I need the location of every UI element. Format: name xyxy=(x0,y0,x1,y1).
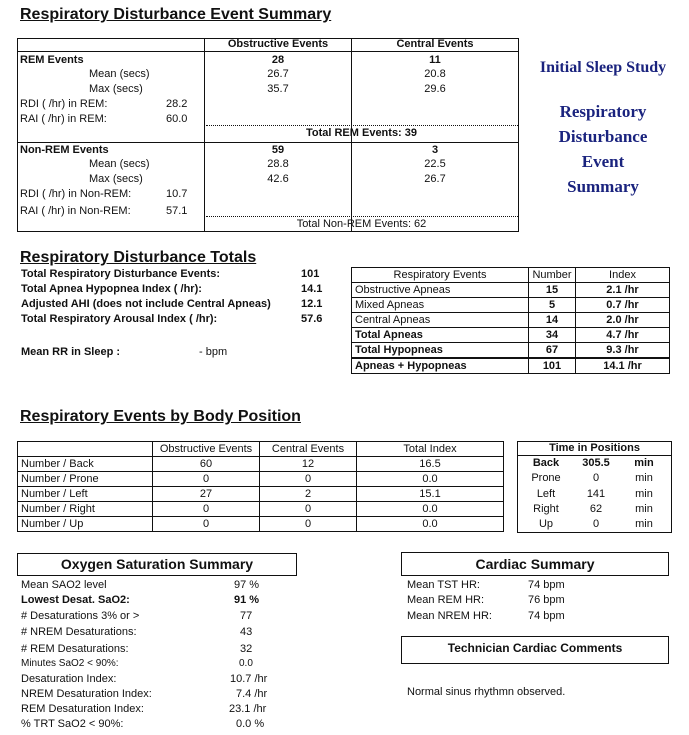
oxygen-label: Lowest Desat. SaO2: xyxy=(21,594,130,606)
cardiac-value: 74 bpm xyxy=(528,610,565,622)
side-title-line2: Respiratory xyxy=(559,102,647,121)
oxygen-label: % TRT SaO2 < 90%: xyxy=(21,718,124,730)
respiratory-events-table xyxy=(351,267,670,374)
cardiac-value: 76 bpm xyxy=(528,594,565,606)
cardiac-value: 74 bpm xyxy=(528,579,565,591)
event-index: 2.0 /hr xyxy=(576,313,670,328)
side-title-line5: Summary xyxy=(567,177,639,196)
position-obstructive: 0 xyxy=(153,472,260,487)
table-row xyxy=(18,472,504,487)
col-obstructive-header: Obstructive Events xyxy=(227,38,329,50)
time-position-label: Prone xyxy=(531,472,561,484)
time-position-value: 0 xyxy=(592,472,600,484)
event-index: 14.1 /hr xyxy=(576,358,670,374)
oxygen-value: 0.0 % xyxy=(236,718,265,730)
oxygen-label: Desaturation Index: xyxy=(21,673,117,685)
position-label: Number / Up xyxy=(18,517,153,532)
time-position-value: 305.5 xyxy=(582,457,610,469)
position-central: 0 xyxy=(260,517,357,532)
event-number: 67 xyxy=(529,343,576,359)
nrem-mean-obstructive: 28.8 xyxy=(267,158,289,170)
rem-rai-value: 60.0 xyxy=(166,113,188,125)
event-index: 2.1 /hr xyxy=(576,283,670,298)
oxygen-title: Oxygen Saturation Summary xyxy=(60,556,254,572)
event-number: 15 xyxy=(529,283,576,298)
side-title-line3: Disturbance xyxy=(558,127,648,146)
position-index: 0.0 xyxy=(357,517,504,532)
side-title-study: Initial Sleep Study xyxy=(539,59,667,76)
table-row xyxy=(352,343,670,359)
table-row xyxy=(352,298,670,313)
position-central: 2 xyxy=(260,487,357,502)
rem-mean-central: 20.8 xyxy=(424,68,446,80)
position-index: 0.0 xyxy=(357,472,504,487)
event-index: 9.3 /hr xyxy=(576,343,670,359)
oxygen-label: # Desaturations 3% or > xyxy=(21,610,140,622)
time-position-value: 62 xyxy=(589,503,603,515)
rem-mean-obstructive: 26.7 xyxy=(267,68,289,80)
technician-comment: Normal sinus rhythmn observed. xyxy=(407,686,566,698)
time-position-value: 141 xyxy=(586,488,606,500)
event-name: Central Apneas xyxy=(352,313,529,328)
header-blank xyxy=(18,442,153,457)
nrem-total-separator xyxy=(206,216,518,217)
rem-count-obstructive: 28 xyxy=(271,54,285,66)
time-position-unit: min xyxy=(635,488,653,500)
position-central: 0 xyxy=(260,502,357,517)
time-position-unit: min xyxy=(635,472,653,484)
totals-value-4: 57.6 xyxy=(301,313,323,325)
position-central: 12 xyxy=(260,457,357,472)
event-index: 4.7 /hr xyxy=(576,328,670,343)
header-obstructive: Obstructive Events xyxy=(153,442,260,457)
oxygen-label: # REM Desaturations: xyxy=(21,643,129,655)
table-row xyxy=(352,358,670,374)
rem-mean-label: Mean (secs) xyxy=(89,68,150,80)
time-position-label: Up xyxy=(538,518,554,530)
event-name: Obstructive Apneas xyxy=(352,283,529,298)
oxygen-label: # NREM Desaturations: xyxy=(21,626,137,638)
nrem-mean-central: 22.5 xyxy=(424,158,446,170)
position-index: 0.0 xyxy=(357,502,504,517)
nrem-heading: Non-REM Events xyxy=(20,144,109,156)
nrem-total: Total Non-REM Events: 62 xyxy=(296,218,427,230)
oxygen-value: 32 xyxy=(240,643,253,655)
totals-label-2: Total Apnea Hypopnea Index ( /hr): xyxy=(21,283,202,295)
event-number: 5 xyxy=(529,298,576,313)
mean-rr-label: Mean RR in Sleep : xyxy=(21,346,121,358)
header-central: Central Events xyxy=(260,442,357,457)
cardiac-label: Mean NREM HR: xyxy=(407,610,492,622)
time-position-label: Back xyxy=(532,457,560,469)
cardiac-title: Cardiac Summary xyxy=(475,556,595,572)
side-title-line4: Event xyxy=(581,152,625,171)
rem-rdi-value: 28.2 xyxy=(166,98,188,110)
nrem-rdi-value: 10.7 xyxy=(166,188,188,200)
position-obstructive: 0 xyxy=(153,502,260,517)
event-number: 14 xyxy=(529,313,576,328)
position-central: 0 xyxy=(260,472,357,487)
oxygen-label: REM Desaturation Index: xyxy=(21,703,144,715)
rem-heading: REM Events xyxy=(20,54,84,66)
cardiac-label: Mean TST HR: xyxy=(407,579,480,591)
rem-max-label: Max (secs) xyxy=(89,83,143,95)
oxygen-value: 7.4 /hr xyxy=(236,688,268,700)
table-row xyxy=(352,283,670,298)
nrem-rai-value: 57.1 xyxy=(166,205,188,217)
position-obstructive: 0 xyxy=(153,517,260,532)
header-number: Number xyxy=(529,268,576,283)
time-position-label: Right xyxy=(533,503,559,515)
position-label: Number / Prone xyxy=(18,472,153,487)
nrem-mean-label: Mean (secs) xyxy=(89,158,150,170)
event-number: 34 xyxy=(529,328,576,343)
rem-total-separator xyxy=(206,125,518,126)
totals-value-2: 14.1 xyxy=(301,283,323,295)
position-label: Number / Right xyxy=(18,502,153,517)
time-position-unit: min xyxy=(635,503,653,515)
oxygen-value: 97 % xyxy=(234,579,260,591)
event-name: Apneas + Hypopneas xyxy=(352,358,529,374)
totals-label-1: Total Respiratory Disturbance Events: xyxy=(21,268,221,280)
oxygen-value: 0.0 xyxy=(239,658,253,669)
oxygen-value: 77 xyxy=(240,610,253,622)
nrem-count-obstructive: 59 xyxy=(271,144,285,156)
nrem-max-label: Max (secs) xyxy=(89,173,143,185)
oxygen-value: 91 % xyxy=(234,594,260,606)
totals-value-1: 101 xyxy=(301,268,320,280)
event-number: 101 xyxy=(529,358,576,374)
table-row xyxy=(18,517,504,532)
position-label: Number / Left xyxy=(18,487,153,502)
col-central-header: Central Events xyxy=(396,38,474,50)
position-obstructive: 27 xyxy=(153,487,260,502)
divider xyxy=(17,51,519,52)
event-index: 0.7 /hr xyxy=(576,298,670,313)
totals-value-3: 12.1 xyxy=(301,298,323,310)
position-obstructive: 60 xyxy=(153,457,260,472)
table-header-row xyxy=(18,442,504,457)
rem-count-central: 11 xyxy=(429,54,441,66)
totals-label-3: Adjusted AHI (does not include Central Apneas) xyxy=(21,298,271,310)
rem-max-obstructive: 35.7 xyxy=(267,83,289,95)
header-index: Index xyxy=(576,268,670,283)
oxygen-label: NREM Desaturation Index: xyxy=(21,688,152,700)
position-index: 15.1 xyxy=(357,487,504,502)
oxygen-value: 43 xyxy=(240,626,253,638)
oxygen-label: Mean SAO2 level xyxy=(21,579,107,591)
event-name: Total Hypopneas xyxy=(352,343,529,359)
divider xyxy=(17,142,519,143)
nrem-max-obstructive: 42.6 xyxy=(267,173,289,185)
event-name: Mixed Apneas xyxy=(352,298,529,313)
event-summary-title: Respiratory Disturbance Event Summary xyxy=(20,6,332,23)
totals-title: Respiratory Disturbance Totals xyxy=(20,249,257,266)
nrem-rai-label: RAI ( /hr) in Non-REM: xyxy=(20,205,131,217)
table-header-row xyxy=(352,268,670,283)
body-position-table xyxy=(17,441,504,532)
cardiac-label: Mean REM HR: xyxy=(407,594,485,606)
time-in-positions-title: Time in Positions xyxy=(549,442,640,454)
table-row xyxy=(18,487,504,502)
body-position-title: Respiratory Events by Body Position xyxy=(20,408,301,425)
rem-total: Total REM Events: 39 xyxy=(305,127,418,139)
header-total-index: Total Index xyxy=(357,442,504,457)
table-row xyxy=(18,502,504,517)
event-name: Total Apneas xyxy=(352,328,529,343)
rem-rdi-label: RDI ( /hr) in REM: xyxy=(20,98,108,110)
totals-label-4: Total Respiratory Arousal Index ( /hr): xyxy=(21,313,218,325)
rem-rai-label: RAI ( /hr) in REM: xyxy=(20,113,107,125)
table-row xyxy=(352,328,670,343)
nrem-count-central: 3 xyxy=(431,144,439,156)
position-label: Number / Back xyxy=(18,457,153,472)
time-position-value: 0 xyxy=(592,518,600,530)
time-position-unit: min xyxy=(634,457,654,469)
time-position-unit: min xyxy=(635,518,653,530)
time-position-label: Left xyxy=(536,488,556,500)
rem-max-central: 29.6 xyxy=(424,83,446,95)
oxygen-label: Minutes SaO2 < 90%: xyxy=(21,658,119,669)
technician-comments-title: Technician Cardiac Comments xyxy=(447,641,623,655)
table-row xyxy=(18,457,504,472)
mean-rr-value: - bpm xyxy=(199,346,228,358)
oxygen-value: 23.1 /hr xyxy=(229,703,267,715)
position-index: 16.5 xyxy=(357,457,504,472)
table-row xyxy=(352,313,670,328)
oxygen-value: 10.7 /hr xyxy=(230,673,268,685)
nrem-rdi-label: RDI ( /hr) in Non-REM: xyxy=(20,188,132,200)
header-events: Respiratory Events xyxy=(352,268,529,283)
divider xyxy=(517,455,672,456)
nrem-max-central: 26.7 xyxy=(424,173,446,185)
